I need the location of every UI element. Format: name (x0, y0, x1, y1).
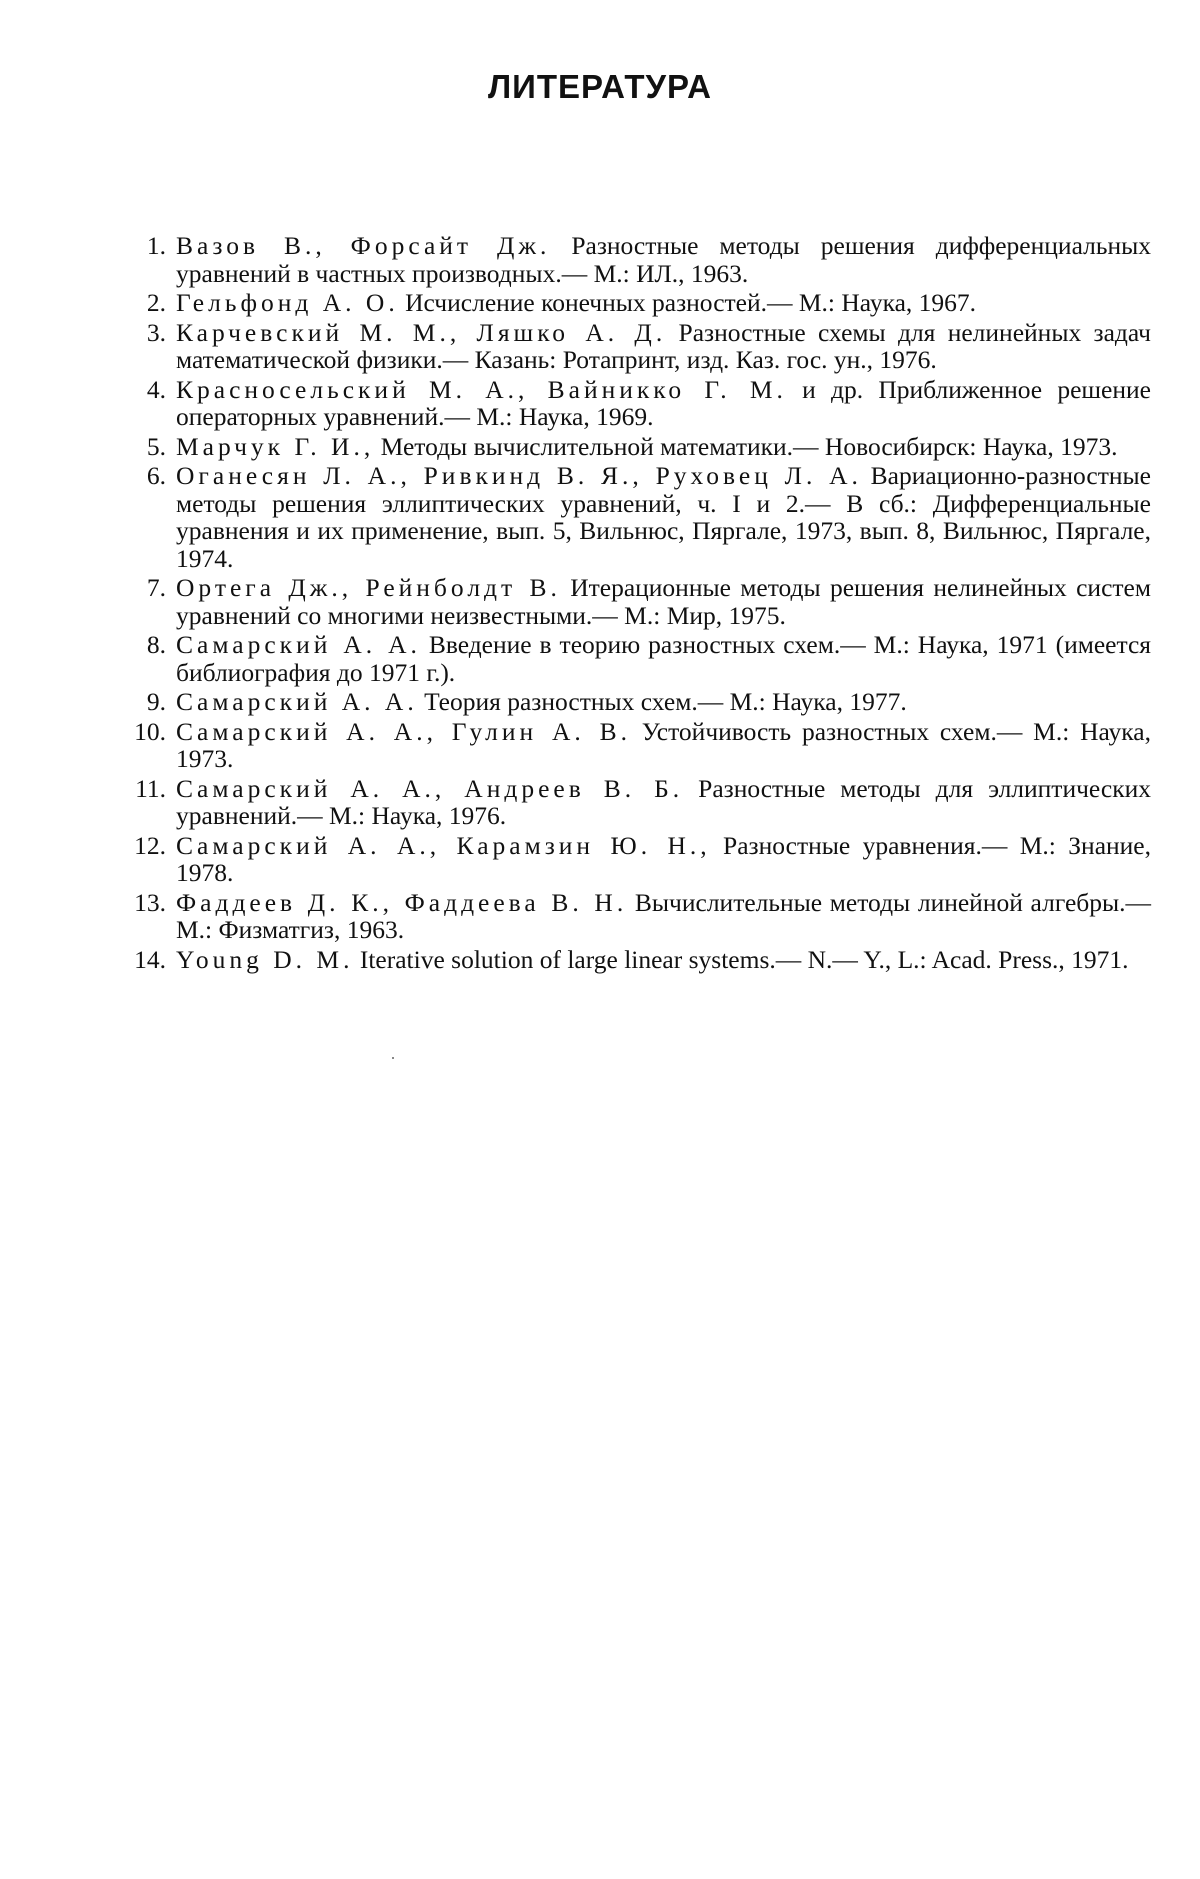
reference-authors: Красносельский М. А., Вайникко Г. М. (176, 374, 787, 404)
reference-text: Итерационные методы решения нелинейных систем уравнений со многими неизвестными.— М.: Мир, 1975. (176, 573, 1151, 630)
reference-number: 12. (134, 830, 166, 860)
stray-dot (392, 1057, 394, 1059)
reference-item (126, 718, 1151, 773)
reference-text: Устойчивость разностных схем.— М.: Наука, 1973. (176, 716, 1151, 773)
reference-text: Исчисление конечных разностей.— М.: Наука, 1967. (398, 288, 977, 317)
reference-number: 8. (146, 630, 166, 659)
reference-item (126, 462, 1151, 572)
reference-item (126, 946, 1151, 974)
reference-item (126, 688, 1151, 716)
reference-item (126, 631, 1151, 686)
reference-item (126, 289, 1151, 317)
reference-number: 5. (146, 431, 166, 461)
reference-number: 14. (134, 944, 166, 974)
reference-number: 11. (135, 773, 166, 803)
reference-text: Методы вычислительной математики.— Новосибирск: Наука, 1973. (374, 431, 1118, 461)
reference-authors: Карчевский М. М., Ляшко А. Д. (176, 317, 667, 347)
reference-number: 13. (134, 887, 166, 917)
reference-authors: Фаддеев Д. К., Фаддеева В. Н. (176, 887, 628, 917)
reference-authors: Самарский А. А., Гулин А. В. (176, 716, 631, 746)
reference-text: Вариационно-разностные методы решения эллиптических уравнений, ч. I и 2.— В сб.: Дифференциальные уравнения и их применение, вып. 5, Вильнюс, Пяргале, 1973, вып. 8, Вильнюс, Пяргале, 1974. (176, 461, 1151, 573)
reference-number: 10. (134, 716, 166, 746)
reference-item (126, 319, 1151, 374)
reference-item (126, 574, 1151, 629)
reference-number: 1. (146, 231, 166, 260)
reference-item (126, 832, 1151, 887)
reference-text: Вычислительные методы линейной алгебры.— М.: Физматгиз, 1963. (176, 887, 1151, 944)
reference-number: 6. (146, 461, 166, 490)
reference-text: Разностные методы решения дифференциальных уравнений в частных производных.— М.: ИЛ., 1963. (176, 231, 1151, 288)
reference-text: Iterative solution of large linear systems.— N.— Y., L.: Acad. Press., 1971. (353, 944, 1129, 974)
reference-item (126, 433, 1151, 461)
reference-number: 4. (146, 374, 166, 404)
reference-authors: Самарский А. А., Карамзин Ю. Н., (176, 830, 711, 860)
reference-text: Введение в теорию разностных схем.— М.: Наука, 1971 (имеется библиография до 1971 г.). (176, 630, 1151, 687)
reference-authors: Вазов В., Форсайт Дж. (176, 231, 551, 260)
reference-item (126, 232, 1151, 287)
reference-authors: Оганесян Л. А., Ривкинд В. Я., Руховец Л. А. (176, 461, 862, 490)
reference-authors: Young D. M. (176, 944, 354, 974)
reference-number: 9. (146, 687, 166, 716)
reference-text: Разностные методы для эллиптических уравнений.— М.: Наука, 1976. (176, 773, 1151, 830)
reference-authors: Ортега Дж., Рейнболдт В. (176, 573, 561, 602)
reference-item (126, 889, 1151, 944)
reference-text: Разностные уравнения.— М.: Знание, 1978. (176, 830, 1151, 887)
reference-text: Разностные схемы для нелинейных задач математической физики.— Казань: Ротапринт, изд. Каз. гос. ун., 1976. (176, 317, 1151, 374)
reference-number: 7. (146, 573, 166, 602)
reference-list (126, 232, 1151, 975)
reference-authors: Гельфонд А. О. (176, 288, 399, 317)
reference-item (126, 376, 1151, 431)
page-title: ЛИТЕРАТУРА (488, 68, 712, 105)
reference-authors: Самарский А. А., Андреев В. Б. (176, 773, 684, 803)
reference-authors: Самарский А. А. (176, 630, 421, 659)
reference-authors: Марчук Г. И., (176, 431, 375, 461)
reference-authors: Самарский А. А. (176, 687, 418, 716)
reference-number: 3. (146, 317, 166, 347)
reference-number: 2. (146, 288, 166, 317)
reference-item (126, 775, 1151, 830)
reference-text: и др. Приближенное решение операторных уравнений.— М.: Наука, 1969. (176, 374, 1151, 431)
reference-text: Теория разностных схем.— М.: Наука, 1977. (417, 687, 907, 716)
